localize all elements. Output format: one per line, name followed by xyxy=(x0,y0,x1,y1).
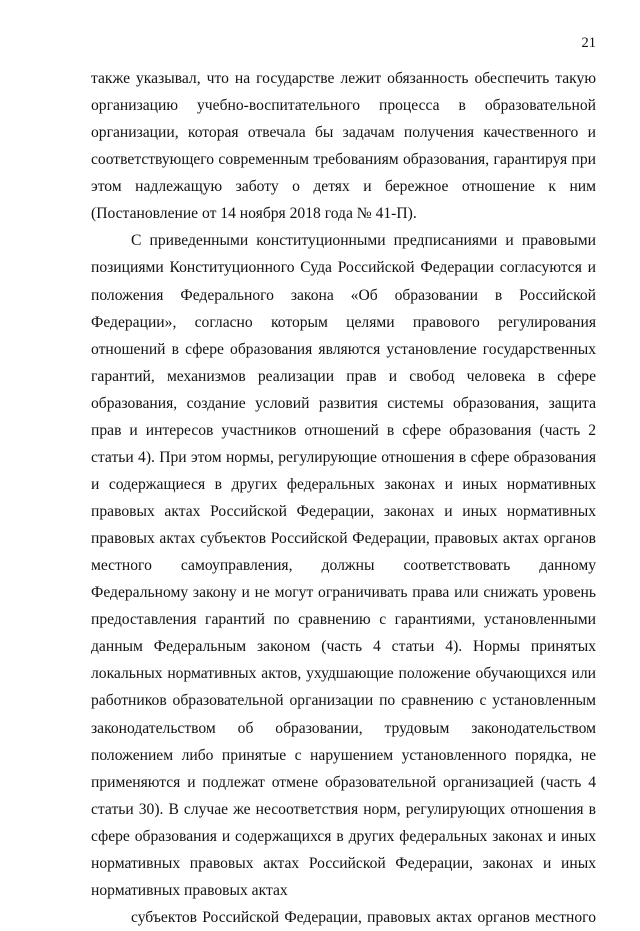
page-number: 21 xyxy=(581,35,596,51)
paragraph-main-last-line: субъектов Российской Федерации, правовых актах органов местного xyxy=(131,908,596,926)
paragraph-main-text: С приведенными конституционными предписаниями и правовыми позициями Конституционного Суда Российской Федерации согласуются и положения Федерального закона «Об образовании в Российской Федерации», согласно которым целями правового регулирования отношений в сфере образования являются установление государственных гарантий, механизмов реализации прав и свобод человека в сфере образования, создание условий развития системы образования, защита прав и интересов участников отношений в сфере образования (часть 2 статьи 4). При этом нормы, регулирующие отношения в сфере образования и содержащиеся в других федеральных законах и иных нормативных правовых актах Российской Федерации, законах и иных нормативных правовых актах субъектов Российской Федерации, правовых актах органов местного самоуправления, должны соответствовать данному Федеральному закону и не могут ограничивать права или снижать уровень предоставления гарантий по сравнению с гарантиями, установленными данным Федеральным законом (часть 4 статьи 4). Нормы принятых локальных нормативных актов, ухудшающие положение обучающихся или работников образовательной организации по сравнению с установленным законодательством об образовании, трудовым законодательством положением либо принятые с нарушением установленного порядка, не применяются и подлежат отмене образовательной организацией (часть 4 статьи 30). В случае же несоответствия норм, регулирующих отношения в сфере образования и содержащихся в других федеральных законах и иных нормативных правовых актах Российской Федерации, законах и иных нормативных правовых актах xyxy=(91,232,596,899)
paragraph-main xyxy=(91,227,596,931)
paragraph-continued: также указывал, что на государстве лежит обязанность обеспечить такую организацию учебно-воспитательного процесса в образовательной организации, которая отвечала бы задачам получения качественного и соответствующего современным требованиям образования, гарантируя при этом надлежащую заботу о детях и бережное отношение к ним (Постановление от 14 ноября 2018 года № 41-П). xyxy=(91,70,596,223)
document-body xyxy=(91,65,596,931)
